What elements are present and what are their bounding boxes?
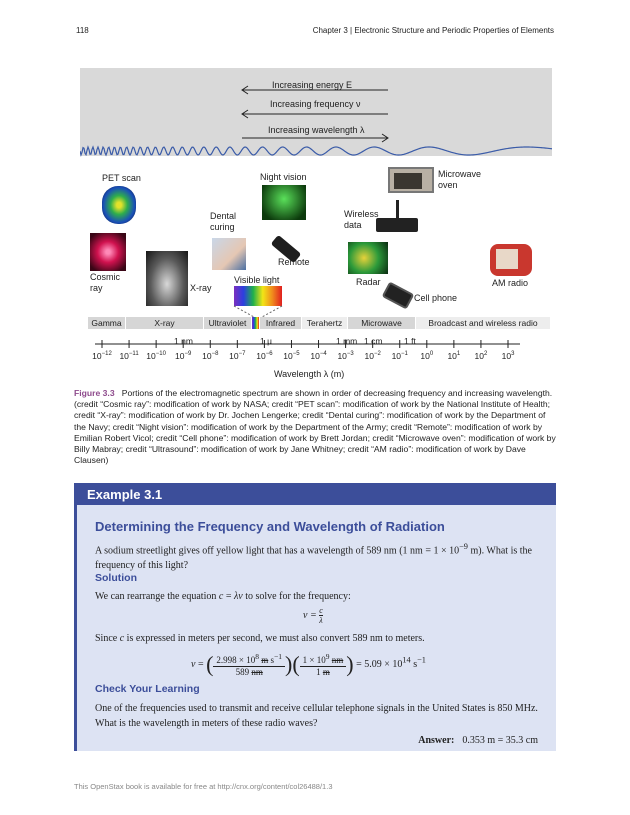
- tick-label: $10^{-8}$: [202, 351, 219, 361]
- pet-scan-label: PET scan: [102, 173, 141, 183]
- visible-light-label: Visible light: [234, 275, 280, 285]
- solution-text-2: Since c is expressed in meters per second, we must also convert 589 nm to meters.: [95, 633, 425, 644]
- band-infrared: Infrared: [260, 317, 302, 329]
- am-radio-image: [490, 244, 532, 276]
- spectrum-graphic: [80, 68, 552, 384]
- tick-label: $10^1$: [447, 351, 461, 361]
- radar-image: [348, 242, 388, 274]
- night-vision-image: [262, 185, 306, 220]
- xray-label: X-ray: [190, 283, 212, 293]
- remote-label: Remote: [278, 257, 310, 267]
- tick-label: $10^0$: [420, 351, 434, 361]
- xray-hand-image: [146, 251, 188, 306]
- answer-value: 0.353 m = 35.3 cm: [462, 735, 538, 746]
- tick-label: $10^2$: [474, 351, 488, 361]
- microwave-oven-label: Microwave oven: [438, 169, 482, 190]
- tick-label: $10^{-7}$: [229, 351, 246, 361]
- mark-1mm: 1 mm: [336, 336, 358, 346]
- radar-label: Radar: [356, 277, 381, 287]
- router-antenna: [396, 200, 399, 218]
- band-microwave: Microwave: [348, 317, 416, 329]
- tick-label: $10^{-6}$: [256, 351, 273, 361]
- tick-label: $10^{-1}$: [391, 351, 408, 361]
- tick-label: $10^{-12}$: [92, 351, 112, 361]
- mark-1um: 1 µ: [260, 336, 272, 346]
- cosmic-ray-image: [90, 233, 126, 271]
- night-vision-label: Night vision: [260, 172, 307, 182]
- cell-phone-label: Cell phone: [414, 293, 458, 303]
- energy-arrow-label: Increasing energy E: [272, 80, 353, 90]
- pet-scan-image: [102, 186, 136, 224]
- dental-curing-image: [212, 238, 246, 270]
- mark-1nm: 1 nm: [174, 336, 193, 346]
- visible-guide-right: [262, 306, 282, 317]
- band-xray: X-ray: [126, 317, 204, 329]
- tick-label: $10^3$: [501, 351, 515, 361]
- visible-guide-left: [234, 306, 254, 317]
- band-terahertz: Terahertz: [302, 317, 348, 329]
- equation-2: ν = ( $\frac{2.998 \times 10^8 m s^{-1}}{589 nm}$ )( $\frac{1 \times 10^9 nm}{1 m}$ ) = $5.09 \times 10^{14}$ $s^{-1}$: [191, 651, 426, 677]
- band-ultraviolet: Ultraviolet: [204, 317, 252, 329]
- page-footer: This OpenStax book is available for free at http://cnx.org/content/col26488/1.3: [74, 782, 333, 791]
- tick-label: $10^{-4}$: [310, 351, 327, 361]
- wavelength-arrow-label: Increasing wavelength λ: [268, 125, 365, 135]
- tick-label: $10^{-10}$: [146, 351, 166, 361]
- chapter-header: Chapter 3 | Electronic Structure and Periodic Properties of Elements: [312, 26, 554, 35]
- microwave-oven-image: [388, 167, 434, 193]
- problem-text: A sodium streetlight gives off yellow light that has a wavelength of 589 nm (1 nm = $1 \times 10^{-9}$ m). What is the frequency of this light?: [95, 542, 532, 572]
- tick-label: $10^{-2}$: [364, 351, 381, 361]
- example-title: Determining the Frequency and Wavelength of Radiation: [95, 519, 445, 534]
- example-box: [74, 483, 556, 751]
- wireless-data-label: Wireless data: [344, 209, 379, 230]
- page-number: 118: [76, 26, 89, 35]
- tick-label: $10^{-9}$: [175, 351, 192, 361]
- solution-text-1: We can rearrange the equation c = λν to solve for the frequency:: [95, 591, 351, 602]
- tick-label: $10^{-11}$: [119, 351, 139, 361]
- axis-label: Wavelength λ (m): [274, 369, 345, 379]
- spectrum-band-row: [88, 317, 551, 329]
- frequency-arrow-label: Increasing frequency ν: [270, 99, 361, 109]
- band-radio: Broadcast and wireless radio: [416, 317, 551, 329]
- equation-1: ν = $\frac{c}{\lambda}$: [303, 606, 323, 625]
- tick-label: $10^{-3}$: [337, 351, 354, 361]
- check-learning-text: One of the frequencies used to transmit and receive cellular telephone signals in the United States is 850 MHz. What is the wavelength in meters of these radio waves?: [95, 703, 538, 729]
- answer-label: Answer:: [418, 735, 455, 746]
- caption-text: Portions of the electromagnetic spectrum are shown in order of decreasing frequency and increasing wavelength. (credit “Cosmic ray”: modification of work by NASA; credit “PET scan”: modification of work by the National Institute of Health; credit “X-ray”: modification of work by Dr. Jochen Lengerke; credit “Dental curing”: modification of work by the Department of the Navy; credit “Night vision”: modification of work by the Department of the Army; credit “Remote”: modification of work by Emilian Robert Vicol; credit “Cell phone”: modification of work by Brett Jordan; credit “Microwave oven”: modification of work by Billy Mabray; credit “Ultrasound”: modification of work by Jane Whitney; credit “AM radio”: modification of work by Dave Clausen): [74, 388, 556, 466]
- cosmic-ray-label: Cosmic ray: [90, 272, 121, 293]
- mark-1cm: 1 cm: [364, 336, 383, 346]
- check-learning-heading: Check Your Learning: [95, 683, 200, 695]
- em-spectrum-figure: [80, 68, 552, 384]
- example-header: Example 3.1: [77, 483, 556, 505]
- figure-caption: [74, 388, 556, 466]
- band-gamma: Gamma: [88, 317, 126, 329]
- mark-1ft: 1 ft: [404, 336, 416, 346]
- tick-label: $10^{-5}$: [283, 351, 300, 361]
- solution-heading: Solution: [95, 572, 137, 584]
- band-visible: [252, 317, 260, 329]
- dental-curing-label: Dental curing: [210, 211, 237, 232]
- visible-light-spectrum: [234, 286, 282, 306]
- am-radio-label: AM radio: [492, 278, 529, 288]
- figure-number: Figure 3.3: [74, 388, 115, 398]
- answer: [418, 735, 538, 746]
